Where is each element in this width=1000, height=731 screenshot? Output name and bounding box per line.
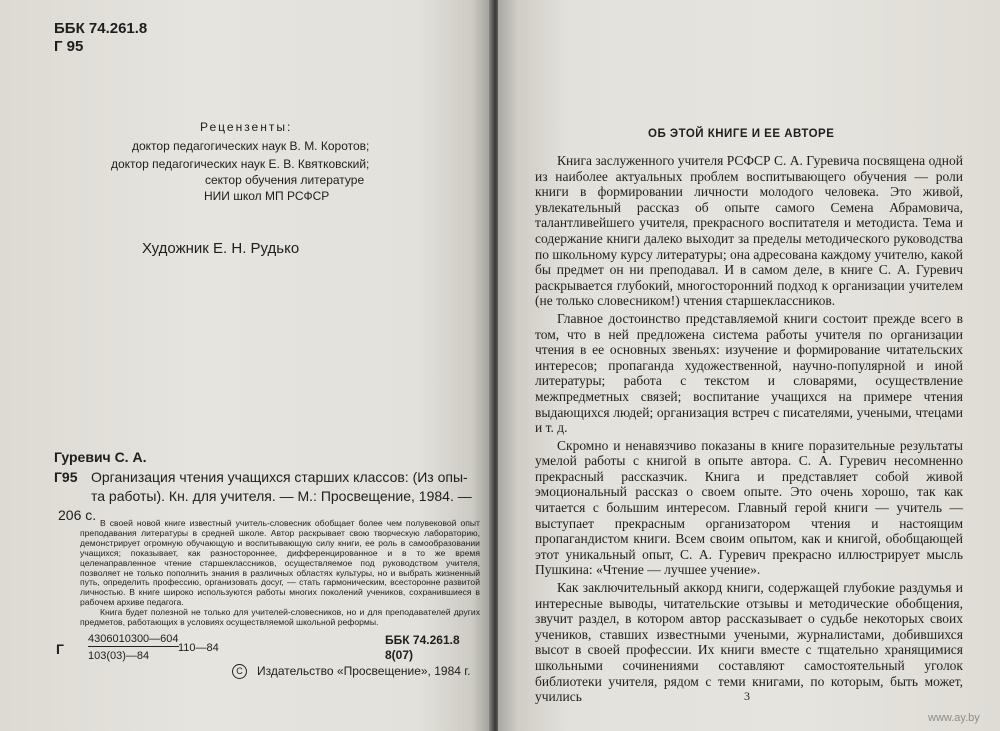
bbk-index: Г 95: [54, 38, 84, 55]
artist-credit: Художник Е. Н. Рудько: [142, 240, 300, 257]
code-side: 110—84: [178, 642, 219, 654]
copyright-line: [232, 664, 471, 679]
left-page: [0, 0, 492, 731]
bibliography-line: 206 с.: [58, 507, 97, 523]
reviewer-line: доктор педагогических наук В. М. Коротов;: [132, 139, 370, 153]
body-paragraph: Скромно и ненавязчиво показаны в книге поразительные результаты умелой работы с книгой в опыте автора. С. А. Гуревич несомненно прекрасный рассказчик. Книга и представляет собой живой эмоциональный рассказ о своем опыте. Это очень хорошо, так как читается с большим интересом. Главный герой книги — учитель — выступает прекрасным организатором чтения и настоящим пропагандистом книги. Всем своим опытом, как и книгой, обобщающей этот уникальный опыт, С. А. Гуревич прекрасно иллюстрирует мысль Пушкина: «Чтение — лучшее учение».: [535, 437, 963, 578]
book-abstract: [80, 519, 480, 628]
body-text: [535, 153, 963, 707]
imprint-letter: Г: [56, 641, 64, 657]
body-paragraph: Как заключительный аккорд книги, содержащей глубокие раздумья и интересные выводы, читательские отзывы и методические обобщения, звучит раздел, в котором автор рассказывает о судьбе некоторых своих учеников, ставших известными учеными, журналистами, добившихся высот в своей профессии. Их книги вместе с тщательно хранящимися школьными сочинениями составляют самостоятельный уголок библиотеки учителя, рядом с теми книгами, по которым, быть может, учились: [535, 580, 963, 705]
body-paragraph: Книга заслуженного учителя РСФСР С. А. Гуревича посвящена одной из наиболее актуальных проблем воспитывающего обучения — роли книги в формировании личности молодого человека. Это живой, увлекательный рассказ об опыте самого Семена Абрамовича, талантливейшего учителя, прекрасного воспитателя и методиста. Тема и содержание книги далеко выходит за пределы методического руководства по школьному курсу литературы; она адресована каждому учителю, какой бы предмет он ни преподавал. И в самом деле, в книге С. А. Гуревич раскрывается глубокий, многосторонний подход к организации учителем (не только словесником!) чтения старшеклассников.: [535, 153, 963, 309]
bbk-bottom-sub: 8(07): [385, 648, 414, 662]
copyright-icon: C: [232, 664, 247, 679]
reviewers-title: Рецензенты:: [200, 120, 293, 134]
page-number: 3: [744, 689, 750, 703]
abstract-paragraph: В своей новой книге известный учитель-словесник обобщает более чем полувековой опыт преподавания литературы в средней школе. Автор раскрывает свою творческую лабораторию, демонстрирует огромную обучающую и воспитывающую силу книги, ее роль в самообразовании учащихся; показывает, как разностороннее, дифференцированное и в то же время целенаправленное чтение старшеклассников, осуществляемое под руководством учителя, позволяет не только пополнить знания в различных областях культуры, но и выбрать жизненный путь, определить профессию, организовать досуг, — стать гармоническим, всесторонне развитой личностью. В книге широко используются работы многих поколений учеников, сохранившиеся в рабочем архиве педагога.: [80, 518, 480, 608]
reviewer-line: сектор обучения литературе: [205, 173, 365, 187]
reviewer-line: НИИ школ МП РСФСР: [204, 189, 330, 203]
bbk-bottom: [385, 633, 460, 663]
body-paragraph: Главное достоинство представляемой книги состоит прежде всего в том, что в ней предложена система работы учителя по организации чтения в ее основных звеньях: изучение и формирование читательских интересов; пропаганда художественной, научно-популярной и иной литературы; работа с текстом и словарями, осуществление межпредметных связей; воспитание учащихся на примере чтения выдающихся людей; организация встреч с писателями, учеными, чтецами и т. д.: [535, 310, 963, 436]
bbk-classification: [54, 20, 147, 56]
copyright-text: Издательство «Просвещение», 1984 г.: [257, 664, 471, 678]
bbk-code: ББК 74.261.8: [54, 20, 148, 37]
right-page: [498, 0, 1000, 731]
section-heading: ОБ ЭТОЙ КНИГЕ И ЕЕ АВТОРЕ: [648, 128, 835, 140]
bbk-bottom-code: ББК 74.261.8: [385, 633, 460, 647]
reviewer-line: доктор педагогических наук Е. В. Квятковский;: [111, 157, 370, 171]
watermark: www.ay.by: [928, 712, 980, 724]
author-name: Гуревич С. А.: [54, 449, 147, 465]
bibliography-line: та работы). Кн. для учителя. — М.: Просвещение, 1984. —: [91, 488, 472, 504]
catalog-index: Г95: [54, 469, 78, 485]
code-numerator: 4306010300—604: [88, 633, 179, 645]
code-denominator: 103(03)—84: [88, 650, 150, 662]
bibliography-line: Организация чтения учащихся старших классов: (Из опы-: [91, 469, 468, 485]
abstract-paragraph: Книга будет полезной не только для учителей-словесников, но и для преподавателей других предметов, работающих в условиях осуществляемой школьной реформы.: [80, 607, 480, 628]
